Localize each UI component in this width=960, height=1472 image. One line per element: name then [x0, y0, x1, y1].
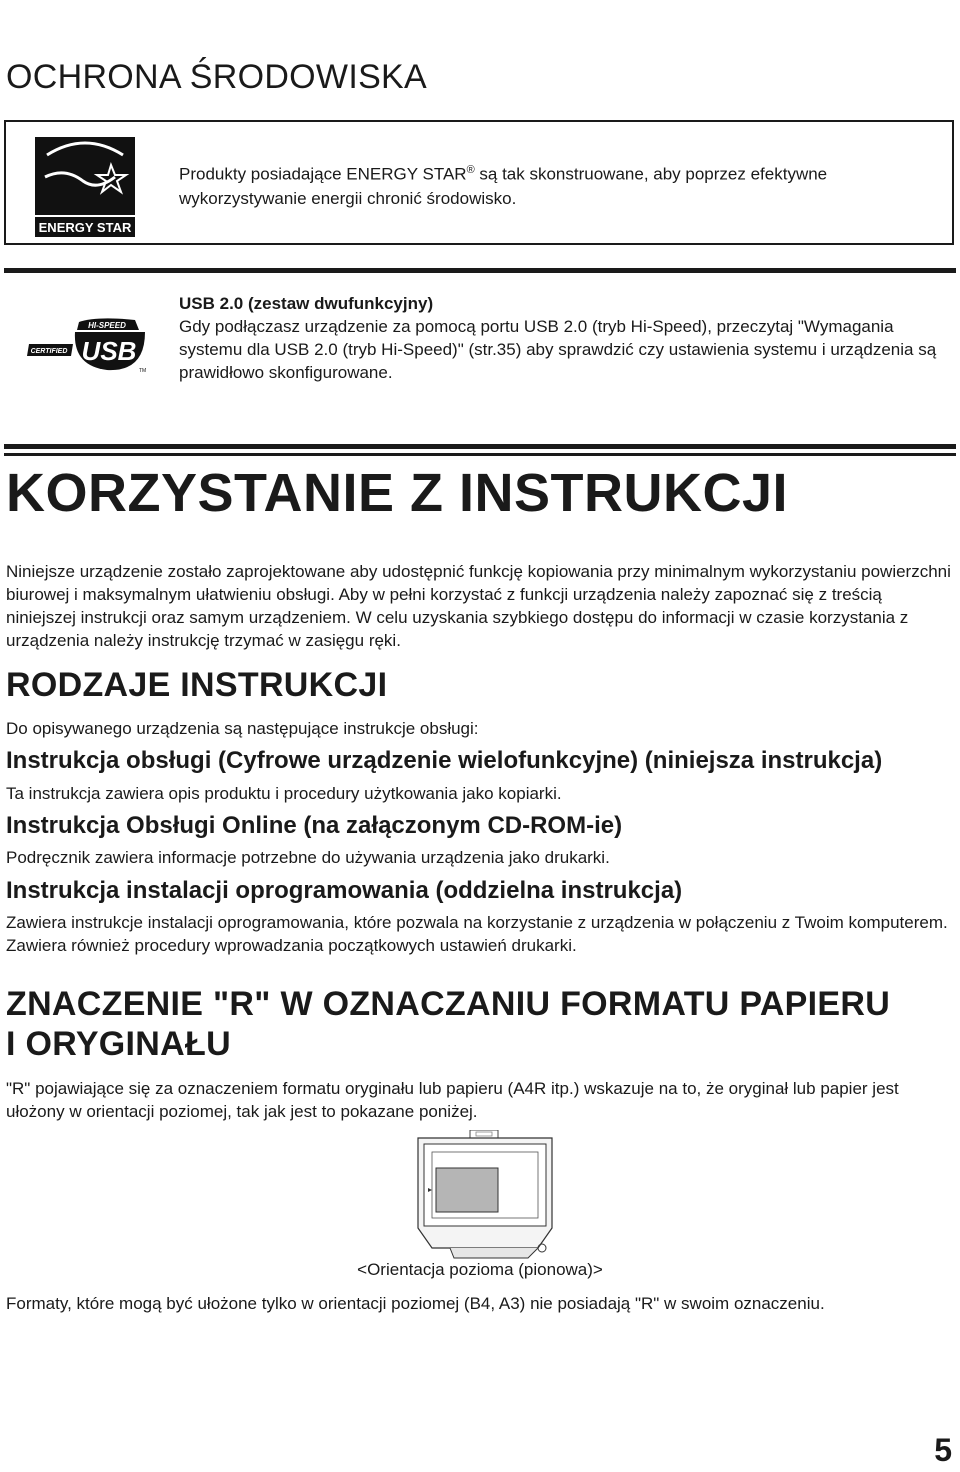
manual-text-operation: Ta instrukcja zawiera opis produktu i procedury użytkowania jako kopiarki.	[6, 784, 562, 803]
section-heading-environment: OCHRONA ŚRODOWISKA	[6, 58, 428, 96]
heading-r-meaning: ZNACZENIE "R" W OZNACZANIU FORMATU PAPIERU I ORYGINAŁU	[6, 985, 891, 1063]
energy-star-logo-label: ENERGY STAR	[38, 220, 132, 235]
energy-star-description	[179, 158, 919, 211]
manual-types-intro: Do opisywanego urządzenia są następujące instrukcje obsługi:	[6, 719, 479, 738]
usb-description	[179, 292, 939, 384]
usb-logo-top: HI-SPEED	[88, 321, 126, 330]
manual-title-software: Instrukcja instalacji oprogramowania (oddzielna instrukcja)	[6, 877, 683, 904]
manual-title-operation: Instrukcja obsługi (Cyfrowe urządzenie wielofunkcyjne) (niniejsza instrukcja)	[6, 747, 883, 774]
usb-text: Gdy podłączasz urządzenie za pomocą portu USB 2.0 (tryb Hi-Speed), przeczytaj "Wymagania systemu dla USB 2.0 (tryb Hi-Speed)" (str.35) aby sprawdzić czy ustawienia systemu i urządzenia są prawidłowo skonfigurowane.	[179, 317, 937, 382]
divider-rule	[4, 268, 956, 273]
energy-star-logo-icon	[35, 137, 135, 237]
manual-text-software: Zawiera instrukcje instalacji oprogramowania, które pozwala na korzystanie z urządzenia w połączeniu z Twoim komputerem. Zawiera również procedury wprowadzania początkowych ustawień drukarki.	[6, 913, 948, 955]
r-meaning-note: Formaty, które mogą być ułożone tylko w orientacji poziomej (B4, A3) nie posiadają "R" w swoim oznaczeniu.	[6, 1294, 825, 1313]
illustration-caption: <Orientacja pozioma (pionowa)>	[357, 1260, 603, 1279]
energy-text-a: Produkty posiadające ENERGY STAR	[179, 164, 467, 184]
registered-mark: ®	[466, 164, 475, 176]
usb-logo-main: USB	[81, 336, 137, 366]
main-intro: Niniejsze urządzenie zostało zaprojektowane aby udostępnić funkcję kopiowania przy minimalnym wykorzystaniu powierzchni biurowej i maksymalnym ułatwieniu obsługi. Aby w pełni korzystać z funkcji urządzenia należy zapoznać się z treścią niniejszej instrukcji oraz samym urządzeniem. W celu uzyskania szybkiego dostępu do informacji w czasie korzystania z urządzenia należy instrukcję trzymać w zasięgu ręki.	[6, 562, 951, 650]
main-heading: KORZYSTANIE Z INSTRUKCJI	[6, 463, 789, 523]
copier-landscape-original-illustration	[410, 1130, 560, 1262]
page-number: 5	[934, 1432, 952, 1468]
usb-certified-logo-icon	[27, 316, 147, 374]
usb-logo-tm: TM	[139, 368, 147, 374]
section-rule-top	[4, 444, 956, 449]
r-meaning-text: "R" pojawiające się za oznaczeniem formatu oryginału lub papieru (A4R itp.) wskazuje na to, że oryginał lub papier jest ułożony w orientacji poziomej, tak jak jest to pokazane poniżej.	[6, 1079, 899, 1121]
usb-title: USB 2.0 (zestaw dwufunkcyjny)	[179, 294, 434, 313]
manual-title-online: Instrukcja Obsługi Online (na załączonym CD-ROM-ie)	[6, 812, 623, 839]
energy-text-b: są tak skonstruowane, aby poprzez efektywne wykorzystywanie energii chronić środowisko.	[179, 164, 828, 208]
heading-manual-types: RODZAJE INSTRUKCJI	[6, 666, 388, 704]
manual-text-online: Podręcznik zawiera informacje potrzebne do używania urządzenia jako drukarki.	[6, 848, 610, 867]
usb-logo-side: CERTIFIED	[30, 348, 68, 355]
section-rule-bottom	[4, 453, 956, 456]
